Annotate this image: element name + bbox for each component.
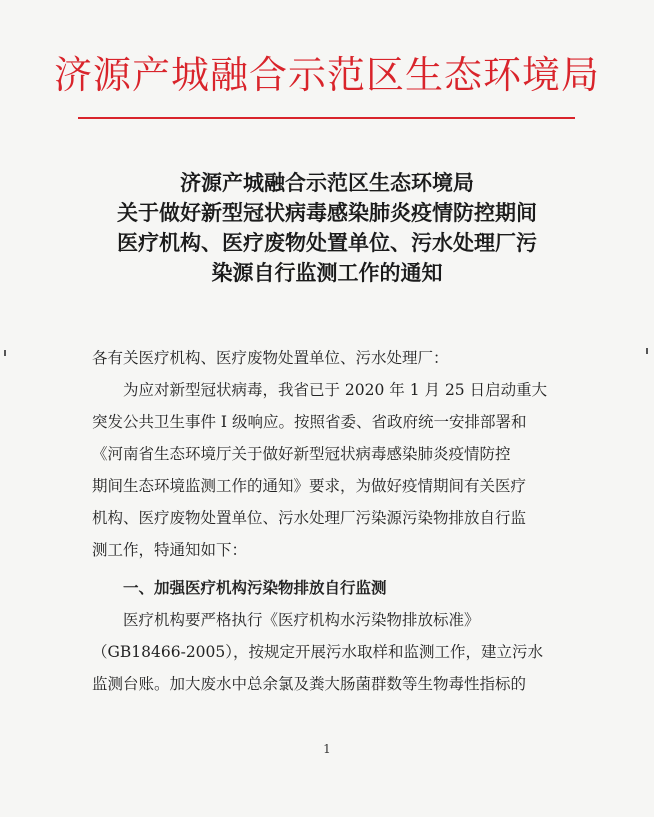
- letterhead-red-rule: [78, 117, 575, 119]
- page-number: 1: [323, 742, 331, 756]
- title-line: 医疗机构、医疗废物处置单位、污水处理厂污: [117, 230, 537, 255]
- paragraph-line: 突发公共卫生事件 I 级响应。按照省委、省政府统一安排部署和: [92, 413, 527, 431]
- scan-mark-right: [646, 348, 648, 354]
- letterhead-title: 济源产城融合示范区生态环境局: [53, 53, 600, 97]
- paragraph-line: 《河南省生态环境厅关于做好新型冠状病毒感染肺炎疫情防控: [92, 445, 511, 463]
- section-heading-1: [92, 572, 572, 604]
- paragraph-line: 为应对新型冠状病毒，我省已于 2020 年 1 月 25 日启动重大: [92, 381, 548, 399]
- paragraph-line: 医疗机构要严格执行《医疗机构水污染物排放标准》: [92, 611, 480, 629]
- paragraph-line: 监测台账。加大废水中总余氯及粪大肠菌群数等生物毒性指标的: [92, 675, 527, 693]
- scan-mark-left: [4, 350, 6, 356]
- title-line: 济源产城融合示范区生态环境局: [180, 170, 474, 195]
- paragraph-intro: [92, 374, 572, 566]
- paragraph-line: （GB18466-2005），按规定开展污水取样和监测工作，建立污水: [92, 643, 544, 661]
- title-line: 染源自行监测工作的通知: [211, 260, 443, 285]
- notice-title: [0, 168, 654, 288]
- salutation: [92, 342, 572, 374]
- title-line: 关于做好新型冠状病毒感染肺炎疫情防控期间: [117, 200, 537, 225]
- salutation-text: 各有关医疗机构、医疗废物处置单位、污水处理厂：: [92, 349, 449, 367]
- paragraph-line: 测工作，特通知如下：: [92, 541, 248, 559]
- paragraph-line: 期间生态环境监测工作的通知》要求，为做好疫情期间有关医疗: [92, 477, 527, 495]
- paragraph-medical: [92, 604, 572, 700]
- section-heading-text: 一、加强医疗机构污染物排放自行监测: [92, 578, 387, 597]
- paragraph-line: 机构、医疗废物处置单位、污水处理厂污染源污染物排放自行监: [92, 509, 527, 527]
